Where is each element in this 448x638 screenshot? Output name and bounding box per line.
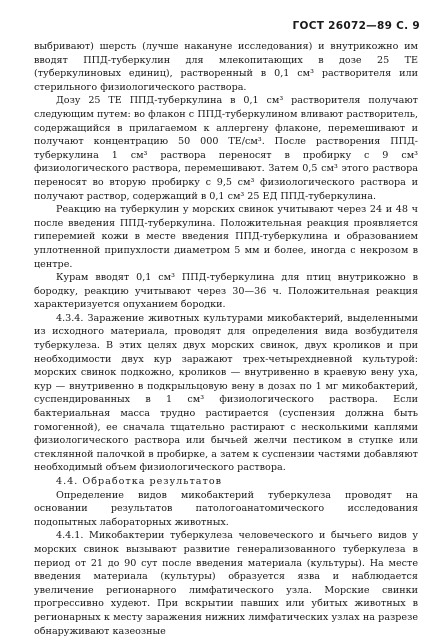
paragraph-chicken-reaction: Курам вводят 0,1 см³ ППД-туберкулина для птиц внутрикожно в бородку, реакцию учитывают через 30—36 ч. Положительная реакция характеризуется опуханием бородки.: [34, 272, 418, 311]
paragraph-guinea-pig-reaction: Реакцию на туберкулин у морских свинок учитывают через 24 и 48 ч после введения ППД-туберкулина. Положительная реакция проявляется гиперемией кожи в месте введения ППД-туберкулина и образованием уплотненной припухлости диаметром 5 мм и более, иногда с некрозом в центре.: [34, 204, 418, 270]
paragraph-species-determination: Определение видов микобактерий туберкулеза проводят на основании результатов патологоанатомического исследования подопытных лабораторных животных.: [34, 489, 418, 528]
paragraph-section-4-3-4: 4.3.4. Заражение животных культурами микобактерий, выделенными из исходного материала, проводят для определения вида возбудителя туберкулеза. В этих целях двух морских свинок, двух кроликов и при необходимости двух кур заражают трех-четырехдневной культурой: морских свинок подкожно, кроликов — внутривенно в краевую вену уха, кур — внутривенно в подкрыльцовую вену в дозах по 1 мг микобактерий, суспендированных в 1 см³ физиологического раствора. Если бактериальная масса трудно растирается (суспензия должна быть гомогенной), ее сначала тщательно растирают с несколькими каплями физиологического раствора или бычьей желчи пестиком в ступке или стеклянной палочкой в пробирке, а затем к суспензии частями добавляют необходимый объем физиологического раствора.: [34, 312, 418, 474]
paragraph-dose-preparation: Дозу 25 ТЕ ППД-туберкулина в 0,1 см³ растворителя получают следующим путем: во флакон с ППД-туберкулином вливают растворитель, содержащийся в прилагаемом к аллергену флаконе, перемешивают и получают концентрацию 50 000 ТЕ/см³. После растворения ППД-туберкулина 1 см³ раствора переносят в пробирку с 9 см³ физиологического раствора, перемешивают. Затем 0,5 см³ этого раствора переносят во вторую пробирку с 9,5 см³ физиологического раствора и получают раствор, содержащий в 0,1 см³ 25 ЕД ППД-туберкулина.: [34, 95, 418, 202]
paragraph-section-4-4-1: 4.4.1. Микобактерии туберкулеза человеческого и бычьего видов у морских свинок вызывают развитие генерализованного туберкулеза в период от 21 до 90 сут после введения материала (культуры). На месте введения материала (культуры) образуется язва и наблюдается увеличение регионарного лимфатического узла. Морские свинки прогрессивно худеют. При вскрытии павших или убитых животных в регионарных к месту заражения нижних лимфатических узлах на разрезе обнаруживают казеозные: [34, 530, 418, 637]
page-header: ГОСТ 26072—89 С. 9: [292, 20, 420, 32]
document-body: [34, 40, 418, 638]
paragraph-continuation: выбривают) шерсть (лучше накануне исследования) и внутрикожно им вводят ППД-туберкулин для млекопитающих в дозе 25 ТЕ (туберкулиновых единиц), растворенный в 0,1 см³ растворителя или стерильного физиологического раствора.: [34, 41, 418, 93]
section-heading-4-4: 4.4. Обработка результатов: [56, 476, 223, 487]
